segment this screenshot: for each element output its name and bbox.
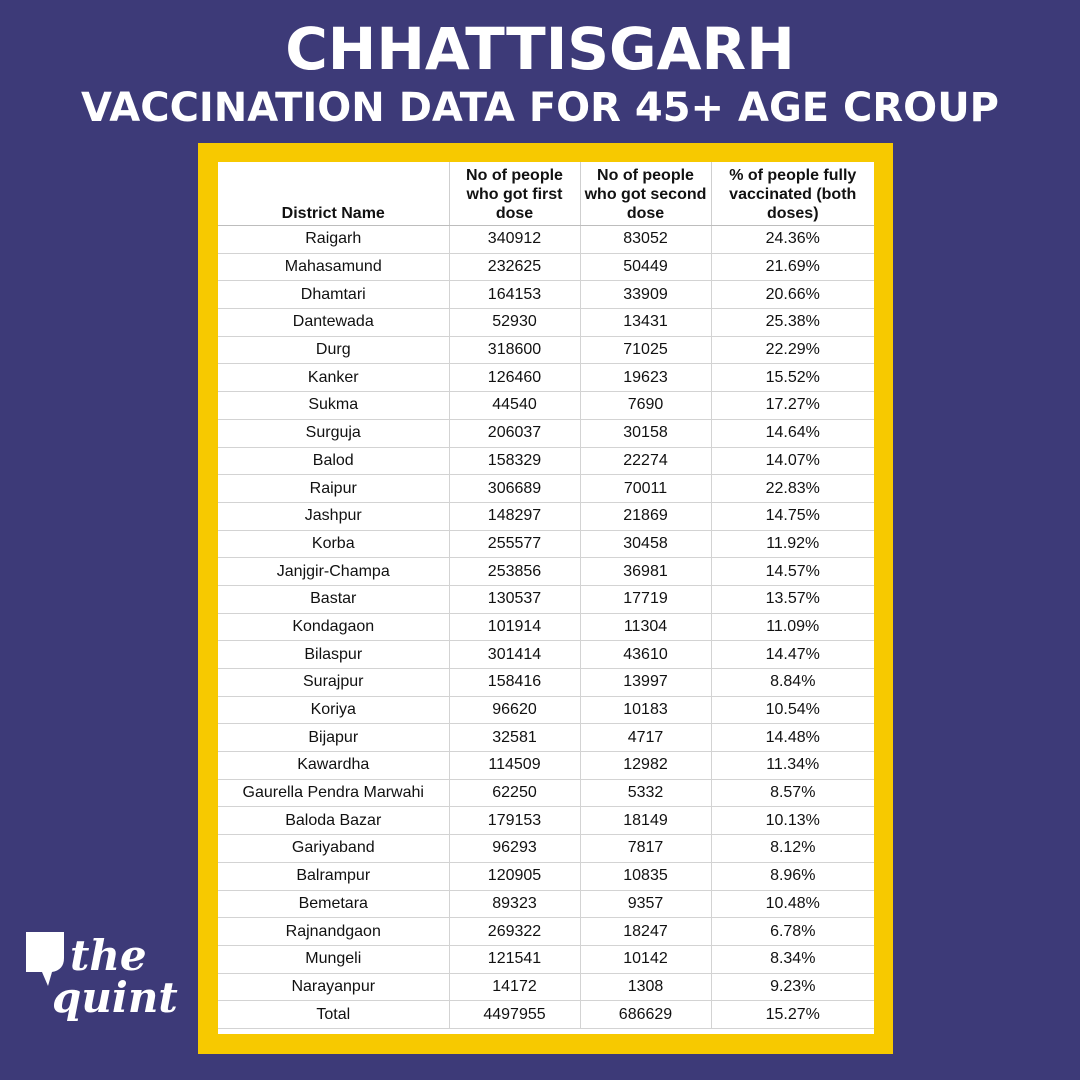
table-row (218, 530, 874, 558)
cell-fully-vaccinated: 13.57% (711, 585, 874, 613)
cell-first-dose: 340912 (449, 226, 580, 254)
cell-district: Sukma (218, 392, 449, 420)
cell-fully-vaccinated: 15.27% (711, 1001, 874, 1029)
column-header-fully-vaccinated: % of people fully vaccinated (both doses) (711, 162, 874, 226)
cell-second-dose: 21869 (580, 502, 711, 530)
cell-fully-vaccinated: 8.84% (711, 669, 874, 697)
cell-first-dose: 306689 (449, 475, 580, 503)
cell-first-dose: 126460 (449, 364, 580, 392)
cell-district: Jashpur (218, 502, 449, 530)
cell-district: Rajnandgaon (218, 918, 449, 946)
cell-district: Gaurella Pendra Marwahi (218, 779, 449, 807)
cell-second-dose: 70011 (580, 475, 711, 503)
cell-fully-vaccinated: 11.34% (711, 752, 874, 780)
data-sheet (218, 162, 874, 1034)
cell-first-dose: 255577 (449, 530, 580, 558)
table-row (218, 669, 874, 697)
cell-second-dose: 10142 (580, 945, 711, 973)
table-row (218, 502, 874, 530)
cell-fully-vaccinated: 6.78% (711, 918, 874, 946)
cell-second-dose: 13997 (580, 669, 711, 697)
cell-second-dose: 83052 (580, 226, 711, 254)
cell-district: Baloda Bazar (218, 807, 449, 835)
table-row (218, 779, 874, 807)
cell-fully-vaccinated: 25.38% (711, 309, 874, 337)
cell-fully-vaccinated: 11.09% (711, 613, 874, 641)
cell-district: Kanker (218, 364, 449, 392)
cell-district: Bastar (218, 585, 449, 613)
cell-first-dose: 32581 (449, 724, 580, 752)
cell-district: Korba (218, 530, 449, 558)
cell-second-dose: 10183 (580, 696, 711, 724)
cell-second-dose: 17719 (580, 585, 711, 613)
cell-first-dose: 101914 (449, 613, 580, 641)
cell-district: Mungeli (218, 945, 449, 973)
table-row (218, 613, 874, 641)
cell-first-dose: 121541 (449, 945, 580, 973)
cell-second-dose: 12982 (580, 752, 711, 780)
table-body (218, 226, 874, 1029)
column-header-second-dose: No of people who got second dose (580, 162, 711, 226)
cell-fully-vaccinated: 8.96% (711, 862, 874, 890)
cell-second-dose: 43610 (580, 641, 711, 669)
page-title: CHHATTISGARH (285, 15, 795, 83)
cell-first-dose: 62250 (449, 779, 580, 807)
cell-second-dose: 36981 (580, 558, 711, 586)
column-header-first-dose: No of people who got first dose (449, 162, 580, 226)
cell-first-dose: 89323 (449, 890, 580, 918)
cell-fully-vaccinated: 10.48% (711, 890, 874, 918)
cell-first-dose: 96620 (449, 696, 580, 724)
cell-district: Raigarh (218, 226, 449, 254)
cell-first-dose: 44540 (449, 392, 580, 420)
cell-fully-vaccinated: 8.12% (711, 835, 874, 863)
logo-text-the: the (70, 931, 147, 980)
cell-fully-vaccinated: 22.83% (711, 475, 874, 503)
cell-district: Bilaspur (218, 641, 449, 669)
cell-fully-vaccinated: 20.66% (711, 281, 874, 309)
cell-district: Kawardha (218, 752, 449, 780)
table-row (218, 226, 874, 254)
cell-second-dose: 19623 (580, 364, 711, 392)
cell-fully-vaccinated: 8.57% (711, 779, 874, 807)
cell-second-dose: 11304 (580, 613, 711, 641)
the-quint-logo (22, 928, 192, 1028)
cell-district: Kondagaon (218, 613, 449, 641)
cell-fully-vaccinated: 14.07% (711, 447, 874, 475)
cell-second-dose: 33909 (580, 281, 711, 309)
cell-second-dose: 71025 (580, 336, 711, 364)
cell-first-dose: 130537 (449, 585, 580, 613)
cell-fully-vaccinated: 14.75% (711, 502, 874, 530)
cell-second-dose: 1308 (580, 973, 711, 1001)
cell-fully-vaccinated: 24.36% (711, 226, 874, 254)
cell-district: Mahasamund (218, 253, 449, 281)
table-row (218, 364, 874, 392)
cell-first-dose: 253856 (449, 558, 580, 586)
cell-second-dose: 686629 (580, 1001, 711, 1029)
cell-district: Total (218, 1001, 449, 1029)
cell-fully-vaccinated: 14.47% (711, 641, 874, 669)
cell-fully-vaccinated: 10.13% (711, 807, 874, 835)
table-row (218, 475, 874, 503)
table-row (218, 724, 874, 752)
cell-first-dose: 158416 (449, 669, 580, 697)
cell-first-dose: 114509 (449, 752, 580, 780)
cell-second-dose: 18247 (580, 918, 711, 946)
cell-first-dose: 52930 (449, 309, 580, 337)
cell-district: Durg (218, 336, 449, 364)
cell-district: Gariyaband (218, 835, 449, 863)
cell-second-dose: 30458 (580, 530, 711, 558)
cell-first-dose: 206037 (449, 419, 580, 447)
cell-second-dose: 13431 (580, 309, 711, 337)
table-row (218, 336, 874, 364)
cell-district: Dantewada (218, 309, 449, 337)
cell-fully-vaccinated: 14.48% (711, 724, 874, 752)
table-row (218, 945, 874, 973)
cell-fully-vaccinated: 10.54% (711, 696, 874, 724)
cell-first-dose: 318600 (449, 336, 580, 364)
table-row (218, 918, 874, 946)
table-row (218, 253, 874, 281)
cell-first-dose: 301414 (449, 641, 580, 669)
cell-fully-vaccinated: 11.92% (711, 530, 874, 558)
cell-fully-vaccinated: 8.34% (711, 945, 874, 973)
cell-first-dose: 232625 (449, 253, 580, 281)
column-header-district: District Name (218, 162, 449, 226)
cell-district: Raipur (218, 475, 449, 503)
cell-district: Bijapur (218, 724, 449, 752)
cell-fully-vaccinated: 15.52% (711, 364, 874, 392)
cell-fully-vaccinated: 14.57% (711, 558, 874, 586)
cell-fully-vaccinated: 17.27% (711, 392, 874, 420)
cell-second-dose: 18149 (580, 807, 711, 835)
cell-district: Balod (218, 447, 449, 475)
table-row (218, 752, 874, 780)
table-row (218, 309, 874, 337)
table-row (218, 862, 874, 890)
cell-first-dose: 269322 (449, 918, 580, 946)
cell-second-dose: 7817 (580, 835, 711, 863)
cell-first-dose: 179153 (449, 807, 580, 835)
table-row (218, 558, 874, 586)
cell-second-dose: 7690 (580, 392, 711, 420)
table-row (218, 835, 874, 863)
cell-second-dose: 50449 (580, 253, 711, 281)
cell-fully-vaccinated: 21.69% (711, 253, 874, 281)
cell-second-dose: 4717 (580, 724, 711, 752)
cell-second-dose: 30158 (580, 419, 711, 447)
table-row (218, 419, 874, 447)
table-total-row (218, 1001, 874, 1029)
cell-fully-vaccinated: 9.23% (711, 973, 874, 1001)
cell-district: Balrampur (218, 862, 449, 890)
cell-district: Janjgir-Champa (218, 558, 449, 586)
cell-first-dose: 164153 (449, 281, 580, 309)
cell-district: Surajpur (218, 669, 449, 697)
cell-district: Bemetara (218, 890, 449, 918)
cell-first-dose: 14172 (449, 973, 580, 1001)
cell-district: Dhamtari (218, 281, 449, 309)
table-header-row (218, 162, 874, 226)
table-row (218, 392, 874, 420)
cell-second-dose: 10835 (580, 862, 711, 890)
table-row (218, 807, 874, 835)
cell-district: Narayanpur (218, 973, 449, 1001)
table-row (218, 641, 874, 669)
cell-second-dose: 9357 (580, 890, 711, 918)
cell-district: Surguja (218, 419, 449, 447)
cell-first-dose: 96293 (449, 835, 580, 863)
cell-first-dose: 4497955 (449, 1001, 580, 1029)
table-row (218, 696, 874, 724)
table-row (218, 973, 874, 1001)
cell-second-dose: 22274 (580, 447, 711, 475)
cell-first-dose: 120905 (449, 862, 580, 890)
cell-first-dose: 148297 (449, 502, 580, 530)
page-subtitle: VACCINATION DATA FOR 45+ AGE CROUP (81, 85, 999, 131)
cell-first-dose: 158329 (449, 447, 580, 475)
cell-fully-vaccinated: 22.29% (711, 336, 874, 364)
table-row (218, 447, 874, 475)
table-row (218, 281, 874, 309)
cell-second-dose: 5332 (580, 779, 711, 807)
cell-fully-vaccinated: 14.64% (711, 419, 874, 447)
table-row (218, 585, 874, 613)
cell-district: Koriya (218, 696, 449, 724)
vaccination-table (218, 162, 874, 1029)
table-row (218, 890, 874, 918)
logo-text-quint: quint (52, 973, 178, 1022)
